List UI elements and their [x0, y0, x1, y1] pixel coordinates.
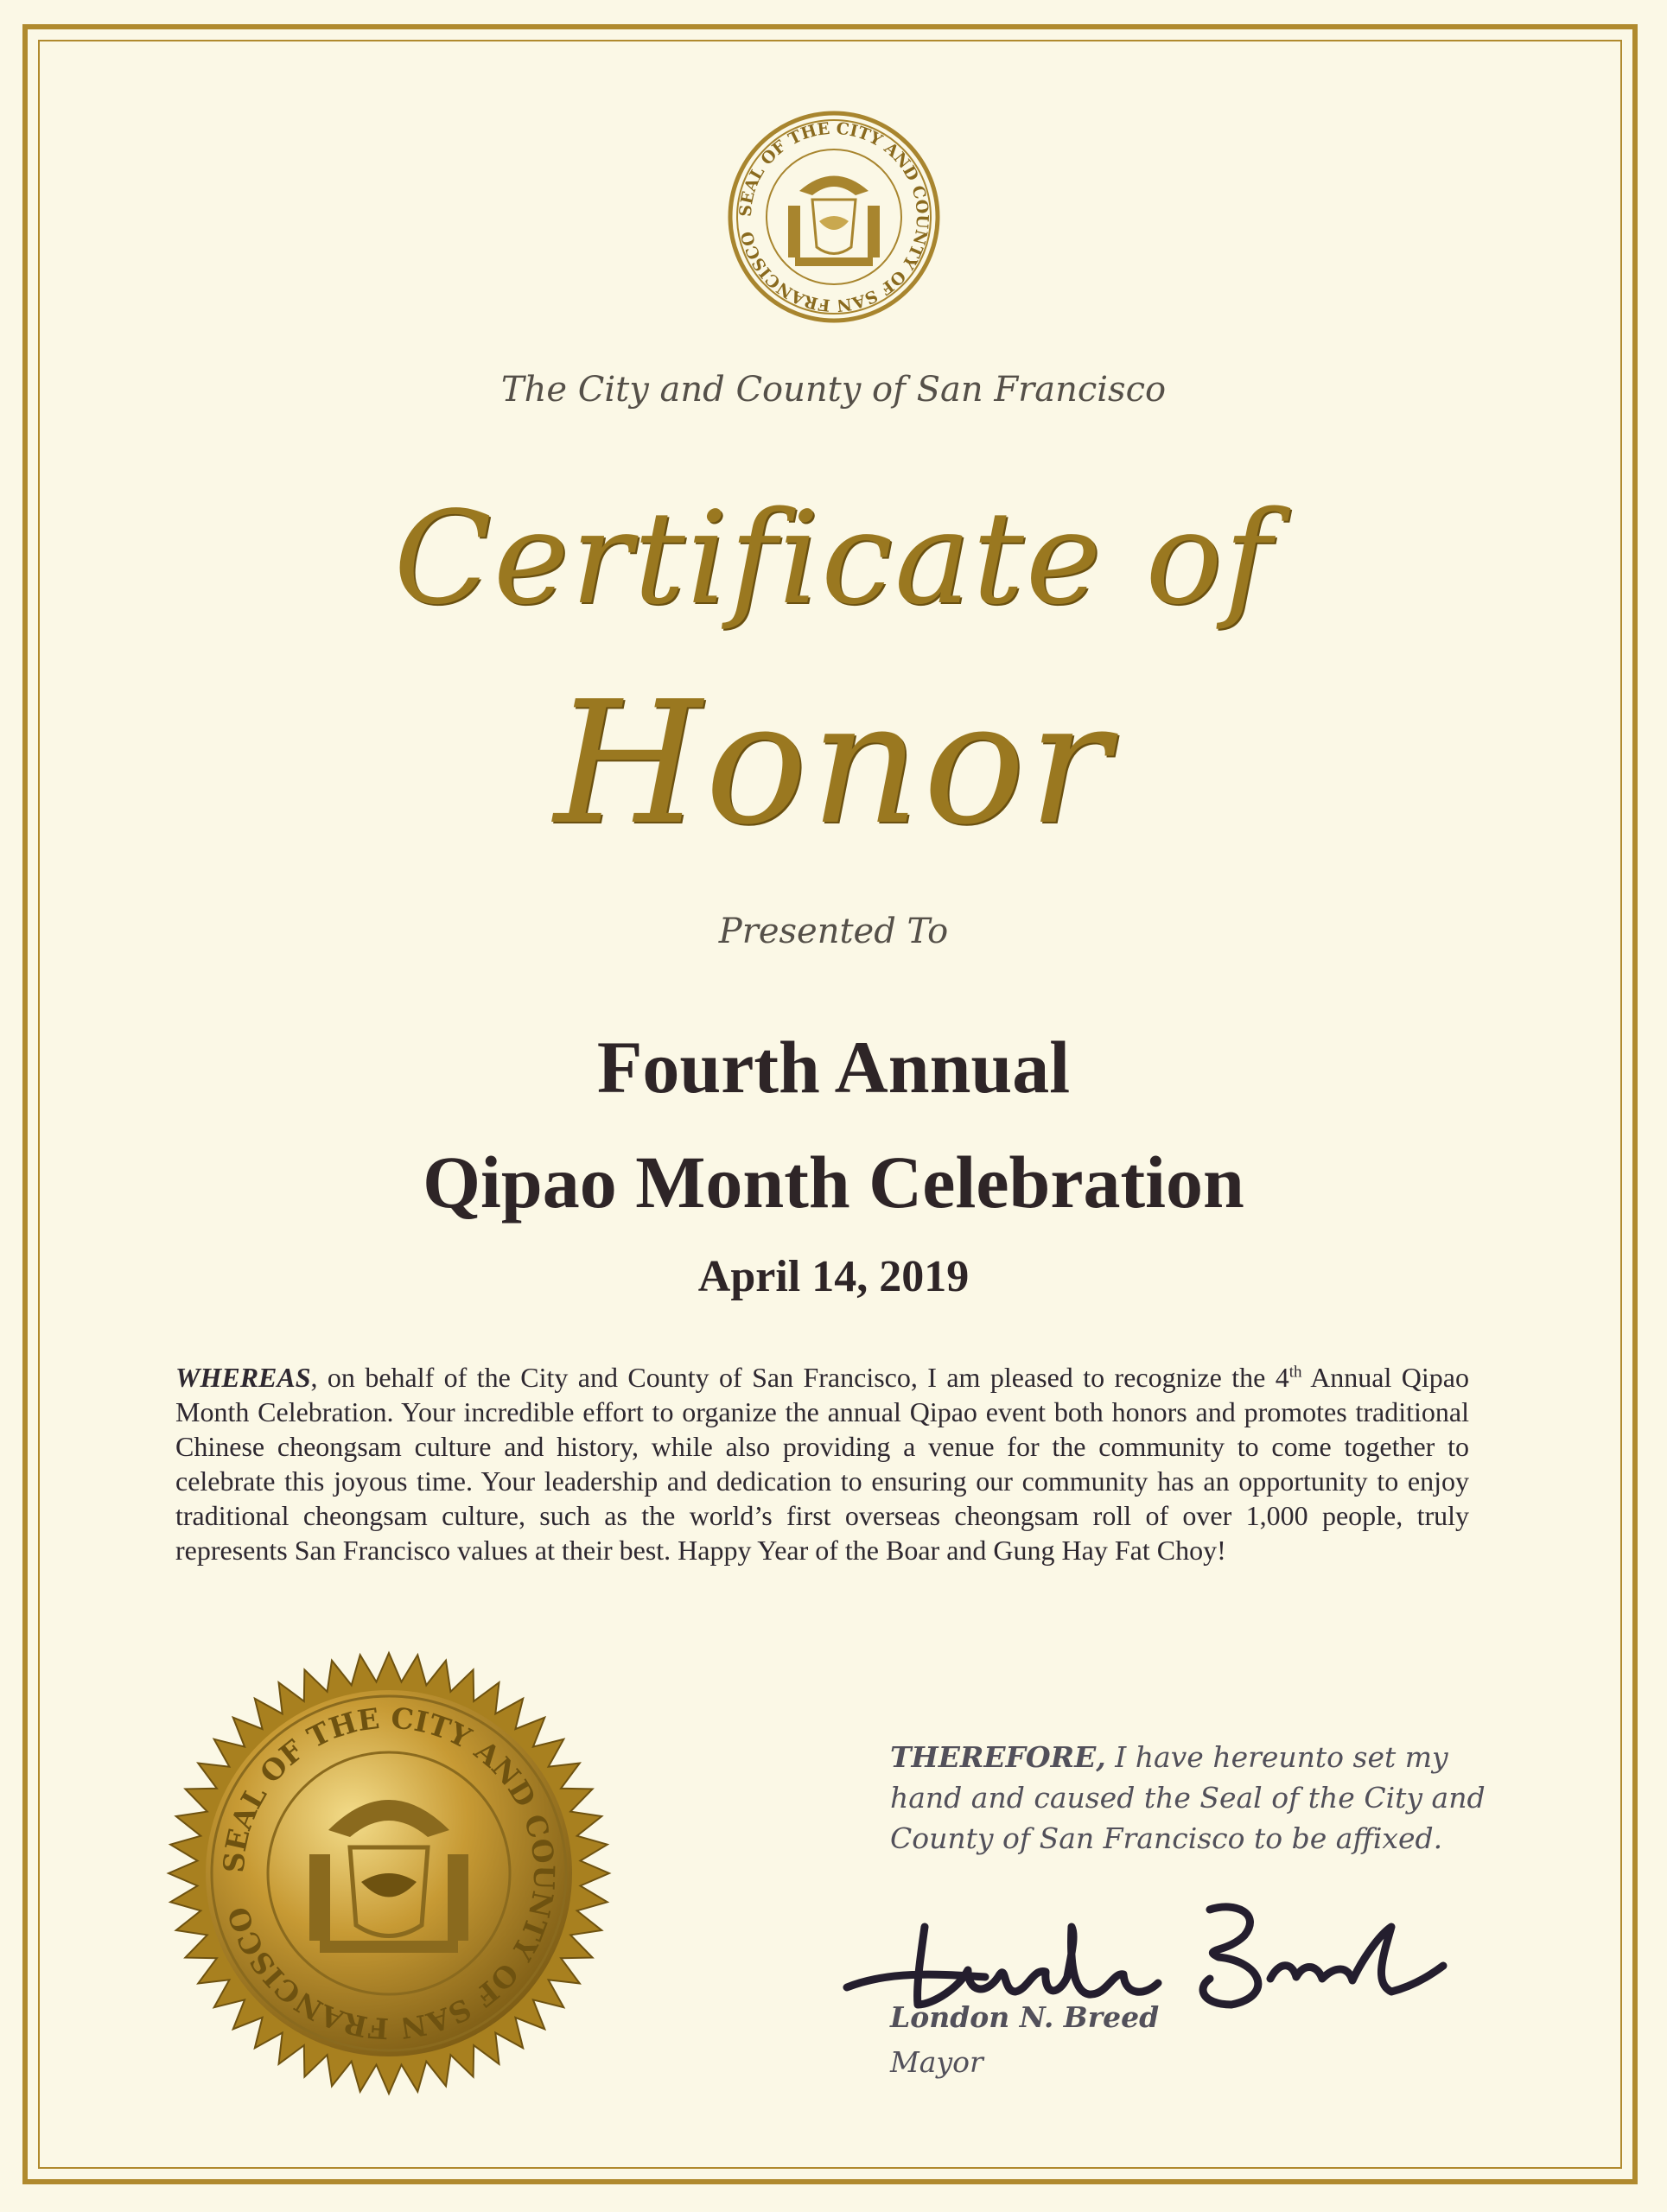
whereas-text-part1: , on behalf of the City and County of San Francisco, I am pleased to recognize the 4: [310, 1362, 1289, 1393]
certificate-title-line2: Honor: [554, 665, 1113, 862]
therefore-lead: THEREFORE,: [890, 1740, 1106, 1774]
honoree-line2: Qipao Month Celebration: [423, 1141, 1244, 1224]
event-date: April 14, 2019: [697, 1252, 970, 1301]
city-seal-emblem: [726, 109, 942, 325]
honoree-line1: Fourth Annual: [596, 1026, 1071, 1109]
signer-title: Mayor: [890, 2045, 983, 2079]
ordinal-suffix: th: [1288, 1363, 1302, 1382]
whereas-lead: WHEREAS: [175, 1362, 311, 1393]
presented-to-label: Presented To: [718, 912, 949, 951]
whereas-text-part2: Annual Qipao Month Celebration. Your incredible effort to organize the annual Qipao event both honors and promotes traditional Chinese cheongsam culture and history, while also providing a venue for the community to come together to celebrate this joyous time. Your leadership and dedication to ensuring our community has an opportunity to enjoy traditional cheongsam culture, such as the world’s first overseas cheongsam roll of over 1,000 people, truly represents San Francisco values at their best. Happy Year of the Boar and Gung Hay Fat Choy!: [175, 1362, 1470, 1566]
whereas-paragraph: [175, 1360, 1469, 1567]
therefore-text: I have hereunto set my hand and caused the Seal of the City and County of San Francisco to be affixed.: [890, 1740, 1486, 1855]
therefore-paragraph: [890, 1737, 1495, 1859]
signer-name: London N. Breed: [890, 2000, 1160, 2034]
issuer-line: The City and County of San Francisco: [500, 370, 1167, 410]
gold-foil-seal-emblem: [164, 1649, 614, 2098]
certificate-title-line1: Certificate of: [393, 484, 1274, 632]
gold-seal-ring-text: SEAL OF THE CITY AND COUNTY OF SAN FRANCISCO: [216, 1700, 562, 2046]
small-seal-ring-text: SEAL OF THE CITY AND COUNTY OF SAN FRANCISCO: [735, 118, 932, 315]
